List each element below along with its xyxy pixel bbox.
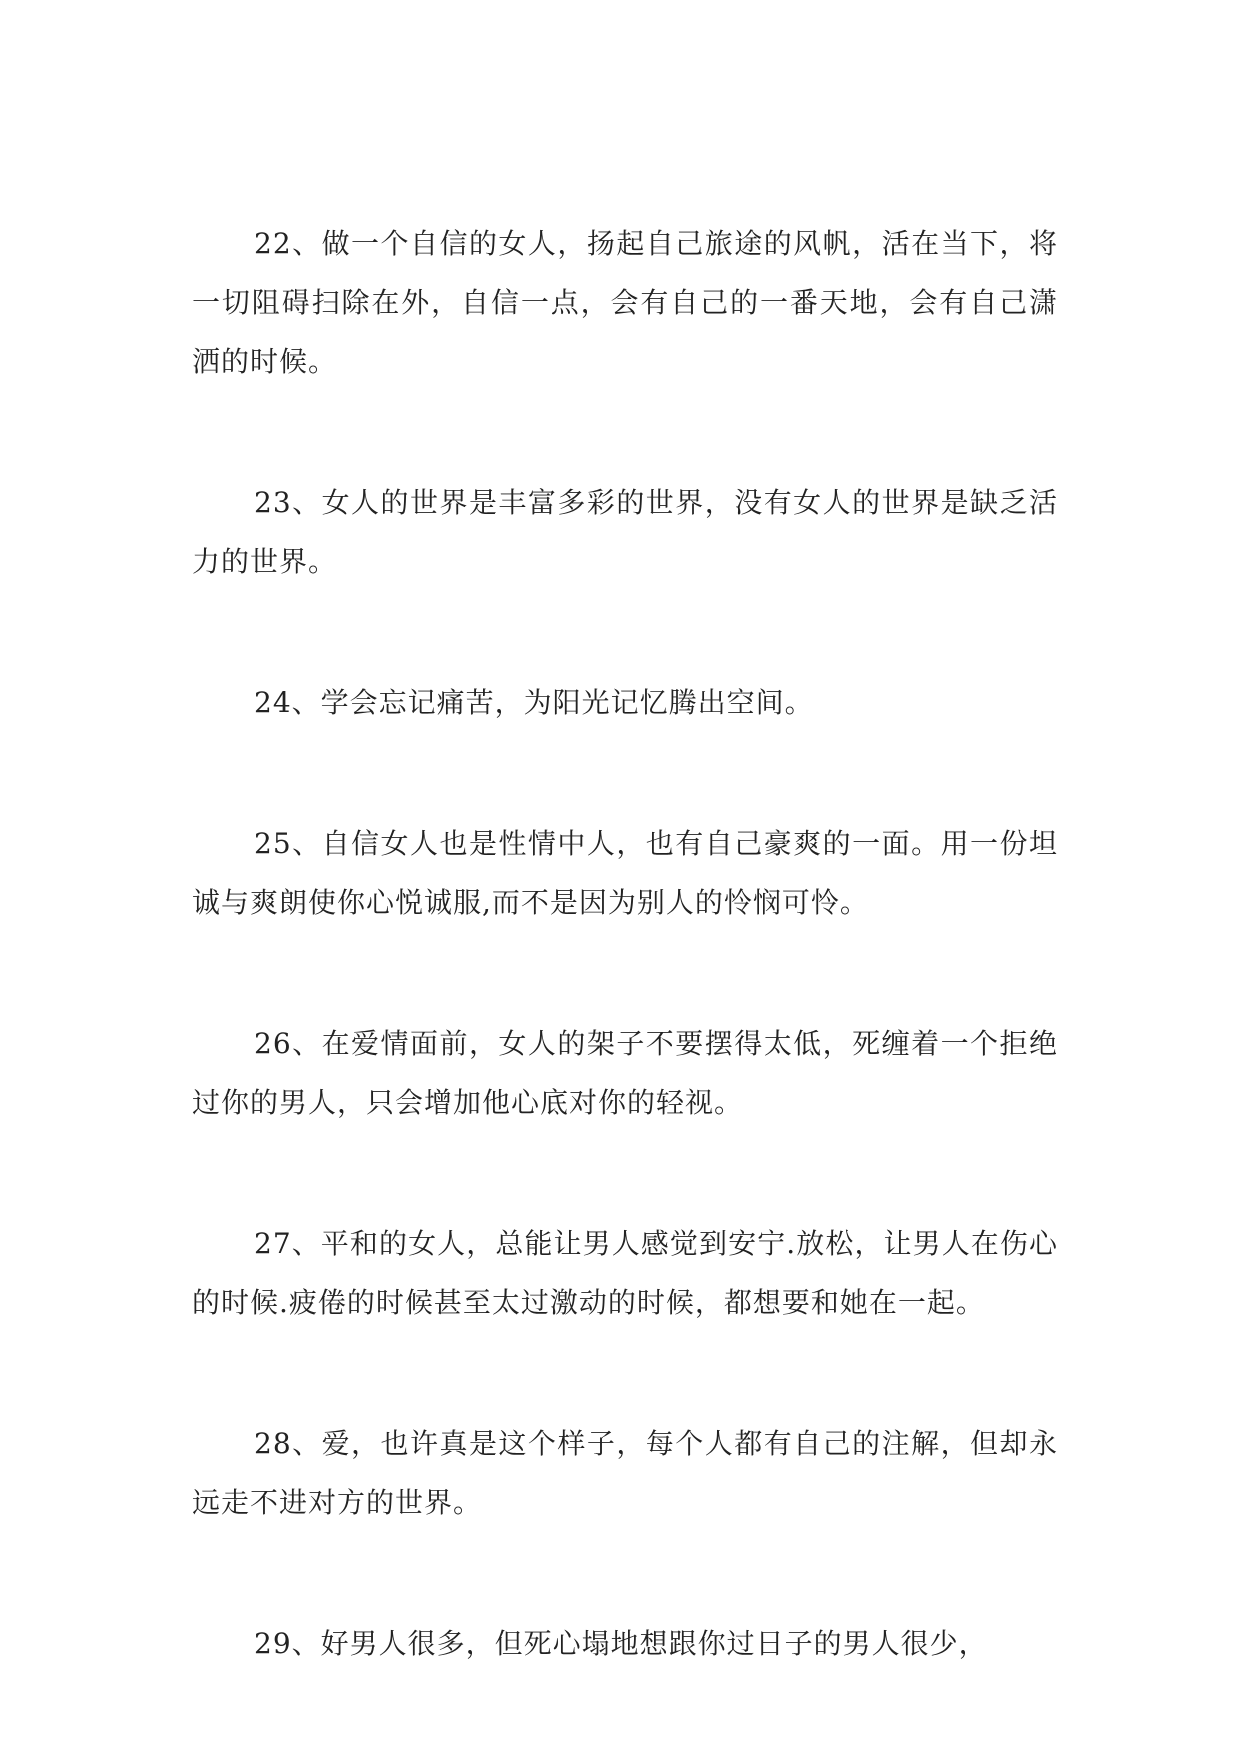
paragraph-25: 25、自信女人也是性情中人，也有自己豪爽的一面。用一份坦诚与爽朗使你心悦诚服,而不是因为别人的怜悯可怜。 [192,827,1058,919]
paragraph-22: 22、做一个自信的女人，扬起自己旅途的风帆，活在当下，将一切阻碍扫除在外，自信一点，会有自己的一番天地，会有自己潇洒的时候。 [192,227,1058,378]
paragraph-24: 24、学会忘记痛苦，为阳光记忆腾出空间。 [254,686,814,719]
paragraph-27: 27、平和的女人，总能让男人感觉到安宁.放松，让男人在伤心的时候.疲倦的时候甚至太过激动的时候，都想要和她在一起。 [192,1227,1058,1319]
paragraph-26: 26、在爱情面前，女人的架子不要摆得太低，死缠着一个拒绝过你的男人，只会增加他心底对你的轻视。 [192,1027,1058,1119]
paragraph-29: 29、好男人很多，但死心塌地想跟你过日子的男人很少， [254,1627,988,1660]
document-body [192,214,1058,1755]
paragraph-23: 23、女人的世界是丰富多彩的世界，没有女人的世界是缺乏活力的世界。 [192,486,1058,578]
paragraph-28: 28、爱，也许真是这个样子，每个人都有自己的注解，但却永远走不进对方的世界。 [192,1427,1058,1519]
